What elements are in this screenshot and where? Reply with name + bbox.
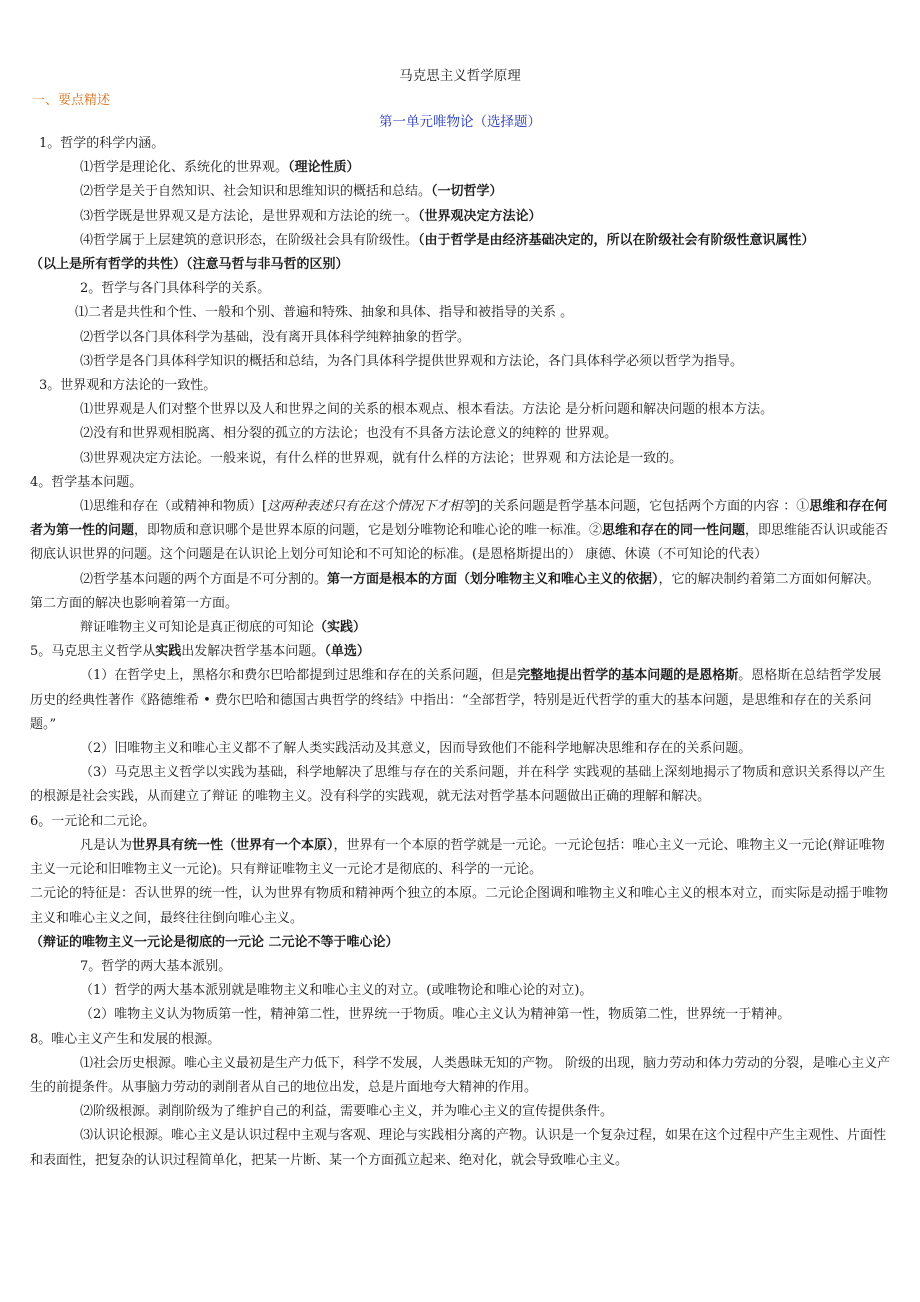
paragraph: ⑶世界观决定方法论。一般来说，有什么样的世界观，就有什么样的方法论；世界观 和方法论是一致的。 xyxy=(80,450,683,466)
unit-heading: 第一单元唯物论（选择题） xyxy=(379,114,541,130)
paragraph: ⑴思维和存在（或精神和物质）[这两种表述只有在这个情况下才相等]的关系问题是哲学基本问题，它包括两个方面的内容 ：①思维和存在何者为第一性的问题，即物质和意识哪个是世界本原的问题，它是划分唯物论和唯心论的唯一标准。②思维和存在的同一性问题，即思维能否认识或能否彻底认识世界的问题。这个问题是在认识论上划分可知论和不可知论的标准。(是恩格斯提出的） 康德、休谟（不可知论的代表） xyxy=(30,499,889,563)
paragraph: ⑶哲学既是世界观又是方法论，是世界观和方法论的统一。（世界观决定方法论） xyxy=(80,208,542,224)
item-heading-7: 7。哲学的两大基本派别。 xyxy=(80,958,232,974)
paragraph: ⑶哲学是各门具体科学知识的概括和总结，为各门具体科学提供世界观和方法论，各门具体科学必须以哲学为指导。 xyxy=(80,353,744,369)
document-title: 马克思主义哲学原理 xyxy=(399,68,521,84)
item-heading-1: 1。哲学的科学内涵。 xyxy=(39,136,165,151)
item-heading-5: 5。马克思主义哲学从实践出发解决哲学基本问题。（单选） xyxy=(30,644,370,660)
paragraph: ⑷哲学属于上层建筑的意识形态，在阶级社会具有阶级性。（由于哲学是由经济基础决定的，所以在阶级社会有阶级性意识属性） xyxy=(80,232,815,248)
document-body xyxy=(30,132,892,1173)
paragraph: ⑶认识论根源。唯心主义是认识过程中主观与客观、理论与实践相分离的产物。认识是一个复杂过程，如果在这个过程中产生主观性、片面性和表面性，把复杂的认识过程简单化，把某一片断、某一个方面孤立起来、绝对化，就会导致唯心主义。 xyxy=(30,1128,887,1168)
paragraph: ⑵哲学以各门具体科学为基础，没有离开具体科学纯粹抽象的哲学。 xyxy=(80,329,471,345)
note-text: （以上是所有哲学的共性）（注意马哲与非马哲的区别） xyxy=(30,257,349,273)
paragraph: ⑴哲学是理论化、系统化的世界观。（理论性质） xyxy=(80,160,360,176)
paragraph: ⑵哲学是关于自然知识、社会知识和思维知识的概括和总结。（一切哲学） xyxy=(80,184,503,200)
paragraph: 凡是认为世界具有统一性（世界有一个本原），世界有一个本原的哲学就是一元论。一元论包括：唯心主义一元论、唯物主义一元论(辩证唯物主义一元论和旧唯物主义一元论)。只有辩证唯物主义一元论才是彻底的、科学的一元论。 xyxy=(30,837,885,878)
item-heading-8: 8。唯心主义产生和发展的根源。 xyxy=(30,1031,221,1047)
item-heading-3: 3。世界观和方法论的一致性。 xyxy=(39,378,217,394)
paragraph: ⑴二者是共性和个性、一般和个别、普遍和特殊、抽象和具体、指导和被指导的关系 。 xyxy=(75,305,574,321)
note-text: （辩证的唯物主义一元论是彻底的一元论 二元论不等于唯心论） xyxy=(30,934,399,950)
item-heading-6: 6。一元论和二元论。 xyxy=(30,813,156,829)
paragraph: 辩证唯物主义可知论是真正彻底的可知论（实践） xyxy=(80,620,367,636)
section-heading: 一、要点精述 xyxy=(32,93,111,108)
paragraph: ⑴社会历史根源。唯心主义最初是生产力低下，科学不发展，人类愚昧无知的产物。 阶级的出现，脑力劳动和体力劳动的分裂，是唯心主义产生的前提条件。从事脑力劳动的剥削者从自己的地位出发，总是片面地夸大精神的作用。 xyxy=(30,1055,891,1095)
paragraph: 二元论的特征是：否认世界的统一性，认为世界有物质和精神两个独立的本原。二元论企图调和唯物主义和唯心主义的根本对立，而实际是动摇于唯物主义和唯心主义之间，最终往往倒向唯心主义。 xyxy=(30,886,889,926)
paragraph: （1）哲学的两大基本派别就是唯物主义和唯心主义的对立。(或唯物论和唯心论的对立)。 xyxy=(80,983,593,999)
paragraph: （3）马克思主义哲学以实践为基础，科学地解决了思维与存在的关系问题，并在科学 实践观的基础上深刻地揭示了物质和意识关系得以产生的根源是社会实践，从而建立了辩证 的唯物主义。没有科学的实践观，就无法对哲学基本问题做出正确的理解和解决。 xyxy=(30,765,886,805)
paragraph: （2）旧唯物主义和唯心主义都不了解人类实践活动及其意义，因而导致他们不能科学地解决思维和存在的关系问题。 xyxy=(80,741,752,757)
item-heading-4: 4。哲学基本问题。 xyxy=(30,474,143,490)
paragraph: ⑴世界观是人们对整个世界以及人和世界之间的关系的根本观点、根本看法。方法论 是分析问题和解决问题的根本方法。 xyxy=(80,402,774,418)
paragraph: ⑵哲学基本问题的两个方面是不可分割的。第一方面是根本的方面（划分唯物主义和唯心主义的依据），它的解决制约着第二方面如何解决。第二方面的解决也影响着第一方面。 xyxy=(30,571,880,611)
paragraph: ⑵没有和世界观相脱离、相分裂的孤立的方法论；也没有不具备方法论意义的纯粹的 世界观。 xyxy=(80,426,618,442)
item-heading-2: 2。哲学与各门具体科学的关系。 xyxy=(80,281,271,297)
paragraph: （2）唯物主义认为物质第一性，精神第二性，世界统一于物质。唯心主义认为精神第一性，物质第二性，世界统一于精神。 xyxy=(80,1007,791,1023)
paragraph: ⑵阶级根源。剥削阶级为了维护自己的利益，需要唯心主义，并为唯心主义的宣传提供条件。 xyxy=(80,1104,614,1120)
paragraph: （1）在哲学史上，黑格尔和费尔巴哈都提到过思维和存在的关系问题，但是完整地提出哲学的基本问题的是恩格斯。恩格斯在总结哲学发展历史的经典性著作《路德维希 • 费尔巴哈和德国古典哲学的终结》中指出：“全部哲学，特别是近代哲学的重大的基本问题，是思维和存在的关系问题。” xyxy=(30,668,882,732)
